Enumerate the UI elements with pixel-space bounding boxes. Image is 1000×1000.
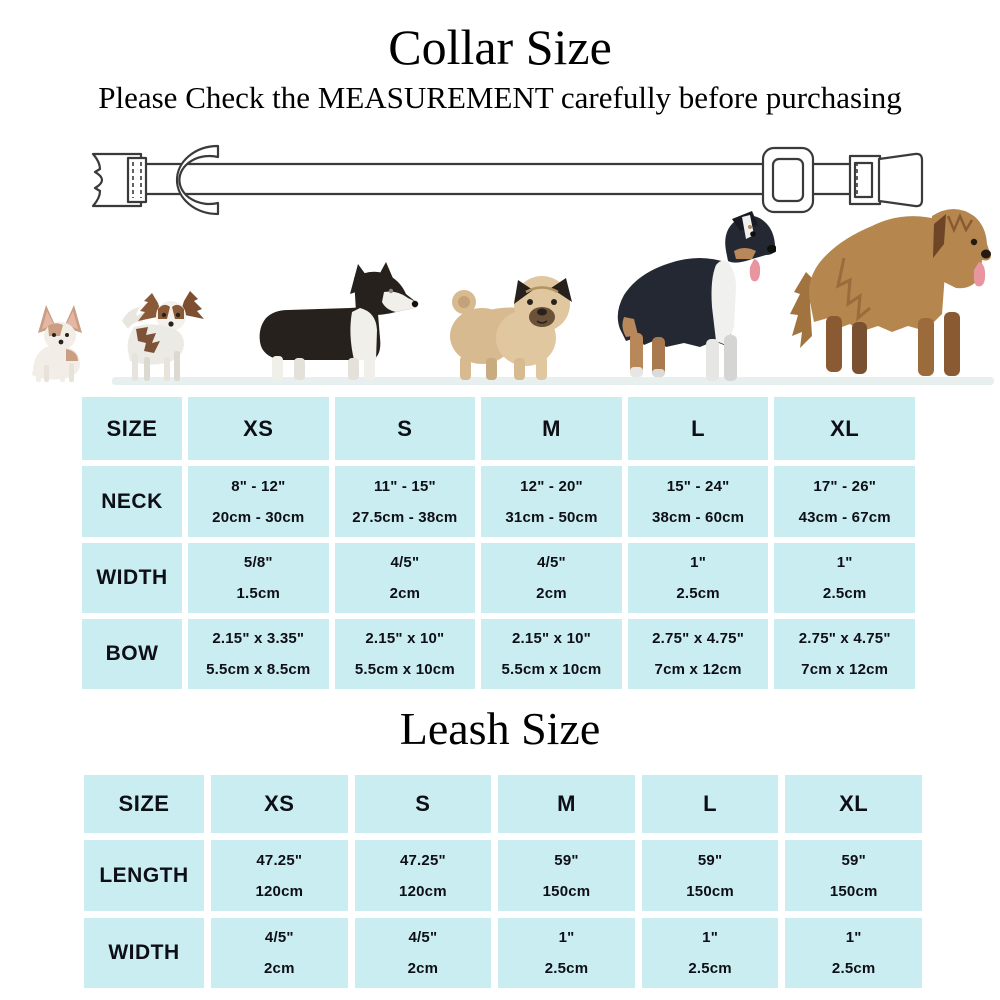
- collar-header-s: S: [335, 397, 476, 460]
- value-cm: 27.5cm - 38cm: [352, 508, 458, 526]
- dog-briard-illustration: [784, 200, 992, 383]
- collar-neck-l-cell: [628, 466, 769, 537]
- value-inches: 1": [690, 554, 707, 571]
- leash-length-s-cell: [355, 840, 492, 911]
- keeper: [128, 158, 146, 202]
- value-cm: 5.5cm x 10cm: [354, 661, 455, 678]
- value-inches: 1": [558, 929, 575, 946]
- leash-length-m-cell: [498, 840, 635, 911]
- leash-row-label-length: LENGTH: [84, 840, 204, 911]
- collar-size-table: [82, 397, 915, 689]
- value-inches: 4/5": [264, 929, 294, 946]
- value-cm: 1.5cm: [236, 585, 281, 602]
- collar-header-m: M: [481, 397, 622, 460]
- value-cm: 2.5cm: [688, 960, 732, 977]
- collar-neck-xl-cell: [774, 466, 915, 537]
- value-cm: 7cm x 12cm: [654, 661, 742, 678]
- value-cm: 31cm - 50cm: [505, 508, 598, 526]
- leash-header-size: SIZE: [84, 775, 204, 833]
- collar-width-xs-cell: [188, 543, 329, 613]
- value-inches: 8" - 12": [231, 477, 286, 495]
- value-cm: 38cm - 60cm: [651, 508, 745, 526]
- collar-size-title: Collar Size: [388, 19, 612, 75]
- collar-header-xs: XS: [188, 397, 329, 460]
- collar-header-size: SIZE: [82, 397, 182, 460]
- strap: [143, 164, 865, 194]
- value-cm: 120cm: [399, 882, 447, 900]
- collar-width-m-cell: [481, 543, 622, 613]
- value-cm: 150cm: [542, 882, 591, 900]
- value-inches: 2.75" x 4.75": [798, 630, 891, 647]
- dog-pug-illustration: [434, 262, 596, 382]
- leash-header-xs: XS: [211, 775, 348, 833]
- leash-header-s: S: [355, 775, 492, 833]
- value-inches: 2.15" x 3.35": [212, 630, 305, 647]
- leash-width-m-cell: [498, 918, 635, 988]
- value-cm: 2.5cm: [831, 960, 876, 977]
- value-inches: 11" - 15": [373, 477, 436, 495]
- dog-chihuahua-illustration: [22, 303, 104, 383]
- collar-bow-s-cell: [335, 619, 476, 689]
- leash-width-xs-cell: [211, 918, 348, 988]
- value-inches: 5/8": [243, 554, 273, 571]
- value-cm: 20cm - 30cm: [212, 508, 305, 526]
- leash-header-m: M: [498, 775, 635, 833]
- value-cm: 2cm: [407, 960, 439, 977]
- value-inches: 12" - 20": [520, 477, 583, 495]
- value-inches: 59": [841, 851, 866, 869]
- value-inches: 59": [697, 851, 723, 869]
- value-cm: 43cm - 67cm: [798, 508, 891, 526]
- value-cm: 2.5cm: [544, 960, 589, 977]
- value-inches: 4/5": [537, 554, 566, 571]
- value-cm: 7cm x 12cm: [801, 661, 889, 678]
- value-cm: 150cm: [829, 882, 878, 900]
- value-inches: 4/5": [408, 929, 438, 946]
- collar-row-label-neck: NECK: [82, 466, 182, 537]
- value-inches: 47.25": [399, 851, 446, 869]
- leash-length-xl-cell: [785, 840, 922, 911]
- value-cm: 5.5cm x 8.5cm: [206, 661, 311, 678]
- leash-length-l-cell: [642, 840, 779, 911]
- collar-neck-s-cell: [335, 466, 476, 537]
- value-inches: 2.15" x 10": [512, 630, 591, 647]
- value-cm: 2.5cm: [822, 585, 867, 602]
- value-cm: 2cm: [536, 585, 567, 602]
- dog-corgi-illustration: [250, 262, 420, 382]
- collar-bow-m-cell: [481, 619, 622, 689]
- collar-header-xl: XL: [774, 397, 915, 460]
- leash-size-title: Leash Size: [399, 703, 601, 754]
- value-cm: 2cm: [263, 960, 295, 977]
- collar-width-s-cell: [335, 543, 476, 613]
- dog-papillon-illustration: [114, 283, 229, 383]
- collar-width-l-cell: [628, 543, 769, 613]
- value-inches: 1": [845, 929, 862, 946]
- value-cm: 120cm: [255, 882, 304, 900]
- value-inches: 2.15" x 10": [365, 630, 445, 647]
- leash-header-l: L: [642, 775, 779, 833]
- value-inches: 59": [554, 851, 579, 869]
- collar-header-l: L: [628, 397, 769, 460]
- leash-width-xl-cell: [785, 918, 922, 988]
- collar-width-xl-cell: [774, 543, 915, 613]
- collar-bow-l-cell: [628, 619, 769, 689]
- value-cm: 5.5cm x 10cm: [501, 661, 602, 678]
- collar-row-label-width: WIDTH: [82, 543, 182, 613]
- value-inches: 47.25": [256, 851, 303, 869]
- leash-header-xl: XL: [785, 775, 922, 833]
- leash-width-s-cell: [355, 918, 492, 988]
- dog-australian-shepherd-illustration: [604, 207, 776, 383]
- collar-bow-xs-cell: [188, 619, 329, 689]
- value-cm: 2.5cm: [676, 585, 720, 602]
- value-inches: 17" - 26": [813, 477, 877, 495]
- leash-width-l-cell: [642, 918, 779, 988]
- leash-size-table: [84, 775, 922, 988]
- value-inches: 15" - 24": [666, 477, 730, 495]
- collar-row-label-bow: BOW: [82, 619, 182, 689]
- measurement-warning-subtitle: Please Check the MEASUREMENT carefully before purchasing: [98, 80, 902, 115]
- leash-length-xs-cell: [211, 840, 348, 911]
- value-cm: 150cm: [686, 882, 734, 900]
- leash-row-label-width: WIDTH: [84, 918, 204, 988]
- value-inches: 1": [702, 929, 719, 946]
- value-inches: 2.75" x 4.75": [652, 630, 745, 647]
- value-inches: 1": [836, 554, 853, 571]
- collar-neck-m-cell: [481, 466, 622, 537]
- collar-bow-xl-cell: [774, 619, 915, 689]
- collar-neck-xs-cell: [188, 466, 329, 537]
- value-inches: 4/5": [390, 554, 420, 571]
- value-cm: 2cm: [389, 585, 421, 602]
